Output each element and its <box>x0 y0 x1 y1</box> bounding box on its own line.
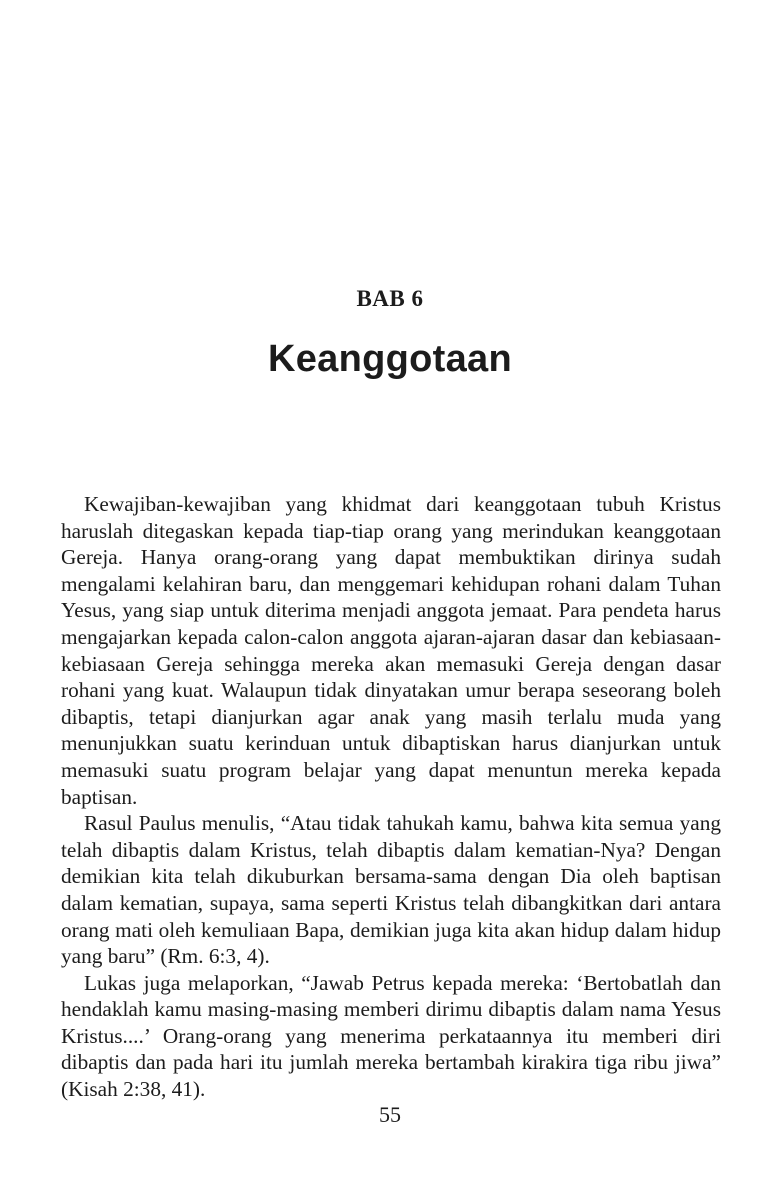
page-number: 55 <box>379 1102 401 1127</box>
chapter-label: BAB 6 <box>356 286 424 311</box>
chapter-body <box>61 491 721 1103</box>
chapter-title: Keanggotaan <box>268 338 512 380</box>
body-paragraph: Lukas juga melaporkan, “Jawab Petrus kepada mereka: ‘Bertobatlah dan hendaklah kamu masing-masing memberi dirimu dibaptis dalam nama Yesus Kristus....’ Orang-orang yang menerima perkataannya itu memberi diri dibaptis dan pada hari itu jumlah mereka bertambah kirakira tiga ribu jiwa” (Kisah 2:38, 41). <box>61 970 721 1102</box>
body-paragraph: Kewajiban-kewajiban yang khidmat dari keanggotaan tubuh Kristus haruslah ditegaskan kepada tiap-tiap orang yang merindukan keanggotaan Gereja. Hanya orang-orang yang dapat membuktikan dirinya sudah mengalami kelahiran baru, dan menggemari kehidupan rohani dalam Tuhan Yesus, yang siap untuk diterima menjadi anggota jemaat. Para pendeta harus mengajarkan kepada calon-calon anggota ajaran-ajaran dasar dan kebiasaan-kebiasaan Gereja sehingga mereka akan memasuki Gereja dengan dasar rohani yang kuat. Walaupun tidak dinyatakan umur berapa seseorang boleh dibaptis, tetapi dianjurkan agar anak yang masih terlalu muda yang menunjukkan suatu kerinduan untuk dibaptiskan harus dianjurkan untuk memasuki suatu program belajar yang dapat menuntun mereka kepada baptisan. <box>61 492 721 809</box>
body-paragraph: Rasul Paulus menulis, “Atau tidak tahukah kamu, bahwa kita semua yang telah dibaptis dalam Kristus, telah dibaptis dalam kematian-Nya? Dengan demikian kita telah dikuburkan bersama-sama dengan Dia oleh baptisan dalam kematian, supaya, sama seperti Kristus telah dibangkitkan dari antara orang mati oleh kemuliaan Bapa, demikian juga kita akan hidup dalam hidup yang baru” (Rm. 6:3, 4). <box>61 811 721 969</box>
